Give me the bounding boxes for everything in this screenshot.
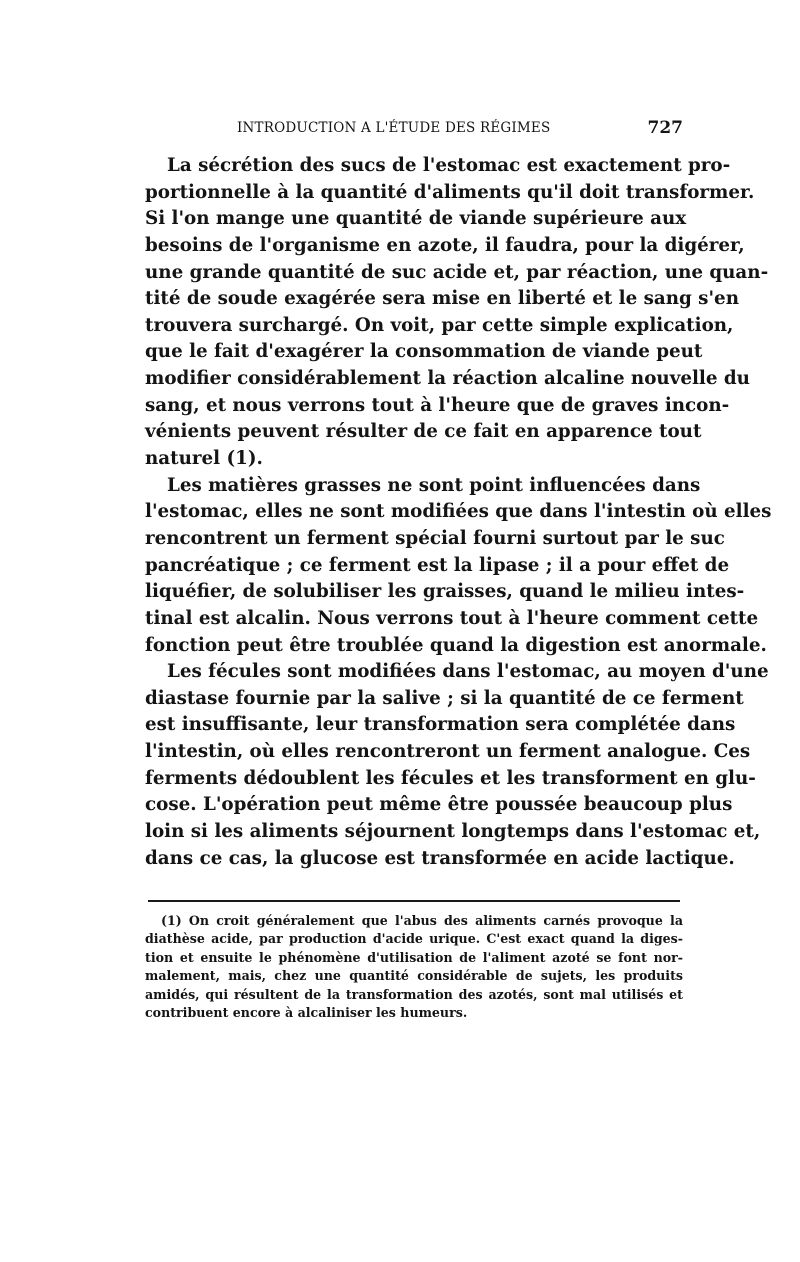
text-line: que le fait d'exagérer la consommation de viande peut — [145, 341, 703, 363]
text-line: dans ce cas, la glucose est transformée en acide lactique. — [145, 847, 735, 869]
text-line: tité de soude exagérée sera mise en liberté et le sang s'en — [145, 288, 739, 310]
footnote-line: amidés, qui résultent de la transformation des azotés, sont mal utilisés et — [145, 986, 683, 1002]
text-line: La sécrétion des sucs de l'estomac est exactement pro- — [167, 155, 731, 176]
text-line: sang, et nous verrons tout à l'heure que de graves incon- — [145, 394, 730, 416]
text-line: liquéfier, de solubiliser les graisses, quand le milieu intes- — [145, 581, 745, 603]
text-line: cose. L'opération peut même être poussée beaucoup plus — [145, 794, 733, 816]
footnote-line: (1) On croit généralement que l'abus des aliments carnés provoque la — [161, 913, 683, 928]
text-line: portionnelle à la quantité d'aliments qu'il doit transformer. — [145, 181, 755, 203]
text-line: une grande quantité de suc acide et, par réaction, une quan- — [145, 261, 769, 283]
text-line: rencontrent un ferment spécial fourni surtout par le suc — [145, 527, 725, 549]
text-line: trouvera surchargé. On voit, par cette simple explication, — [145, 314, 734, 336]
text-line: Les fécules sont modifiées dans l'estomac, au moyen d'une — [167, 661, 769, 683]
footnote-line: diathèse acide, par production d'acide urique. C'est exact quand la diges- — [145, 931, 683, 947]
page-header — [145, 118, 683, 140]
text-line: vénients peuvent résulter de ce fait en apparence tout — [145, 421, 702, 443]
text-line: est insuffisante, leur transformation sera complétée dans — [145, 714, 736, 736]
text-line: fonction peut être troublée quand la digestion est anormale. — [145, 634, 767, 656]
main-text — [145, 153, 772, 872]
text-line: modifier considérablement la réaction alcaline nouvelle du — [145, 368, 750, 390]
text-line: besoins de l'organisme en azote, il faudra, pour la digérer, — [145, 234, 745, 256]
page-number: 727 — [647, 118, 683, 138]
footnote-line: contribuent encore à alcaliniser les humeurs. — [145, 1004, 468, 1020]
text-line: loin si les aliments séjournent longtemps dans l'estomac et, — [145, 821, 761, 843]
footnote-line: malement, mais, chez une quantité considérable de sujets, les produits — [145, 968, 683, 984]
text-line: l'estomac, elles ne sont modifiées que dans l'intestin où elles — [145, 501, 772, 523]
text-line: Si l'on mange une quantité de viande supérieure aux — [145, 208, 687, 230]
text-line: Les matières grasses ne sont point influencées dans — [167, 474, 701, 496]
text-line: diastase fournie par la salive ; si la quantité de ce ferment — [145, 687, 744, 709]
text-line: tinal est alcalin. Nous verrons tout à l'heure comment cette — [145, 607, 759, 629]
text-line: ferments dédoublent les fécules et les transforment en glu- — [145, 767, 756, 789]
running-head: INTRODUCTION A L'ÉTUDE DES RÉGIMES — [237, 120, 551, 136]
footnote-divider — [148, 900, 680, 902]
text-line: l'intestin, où elles rencontreront un ferment analogue. Ces — [145, 741, 751, 763]
text-line: pancréatique ; ce ferment est la lipase ; il a pour effet de — [145, 554, 730, 576]
text-line: naturel (1). — [145, 448, 263, 470]
footnote — [145, 912, 683, 1022]
footnote-line: tion et ensuite le phénomène d'utilisation de l'aliment azoté se font nor- — [145, 949, 683, 965]
